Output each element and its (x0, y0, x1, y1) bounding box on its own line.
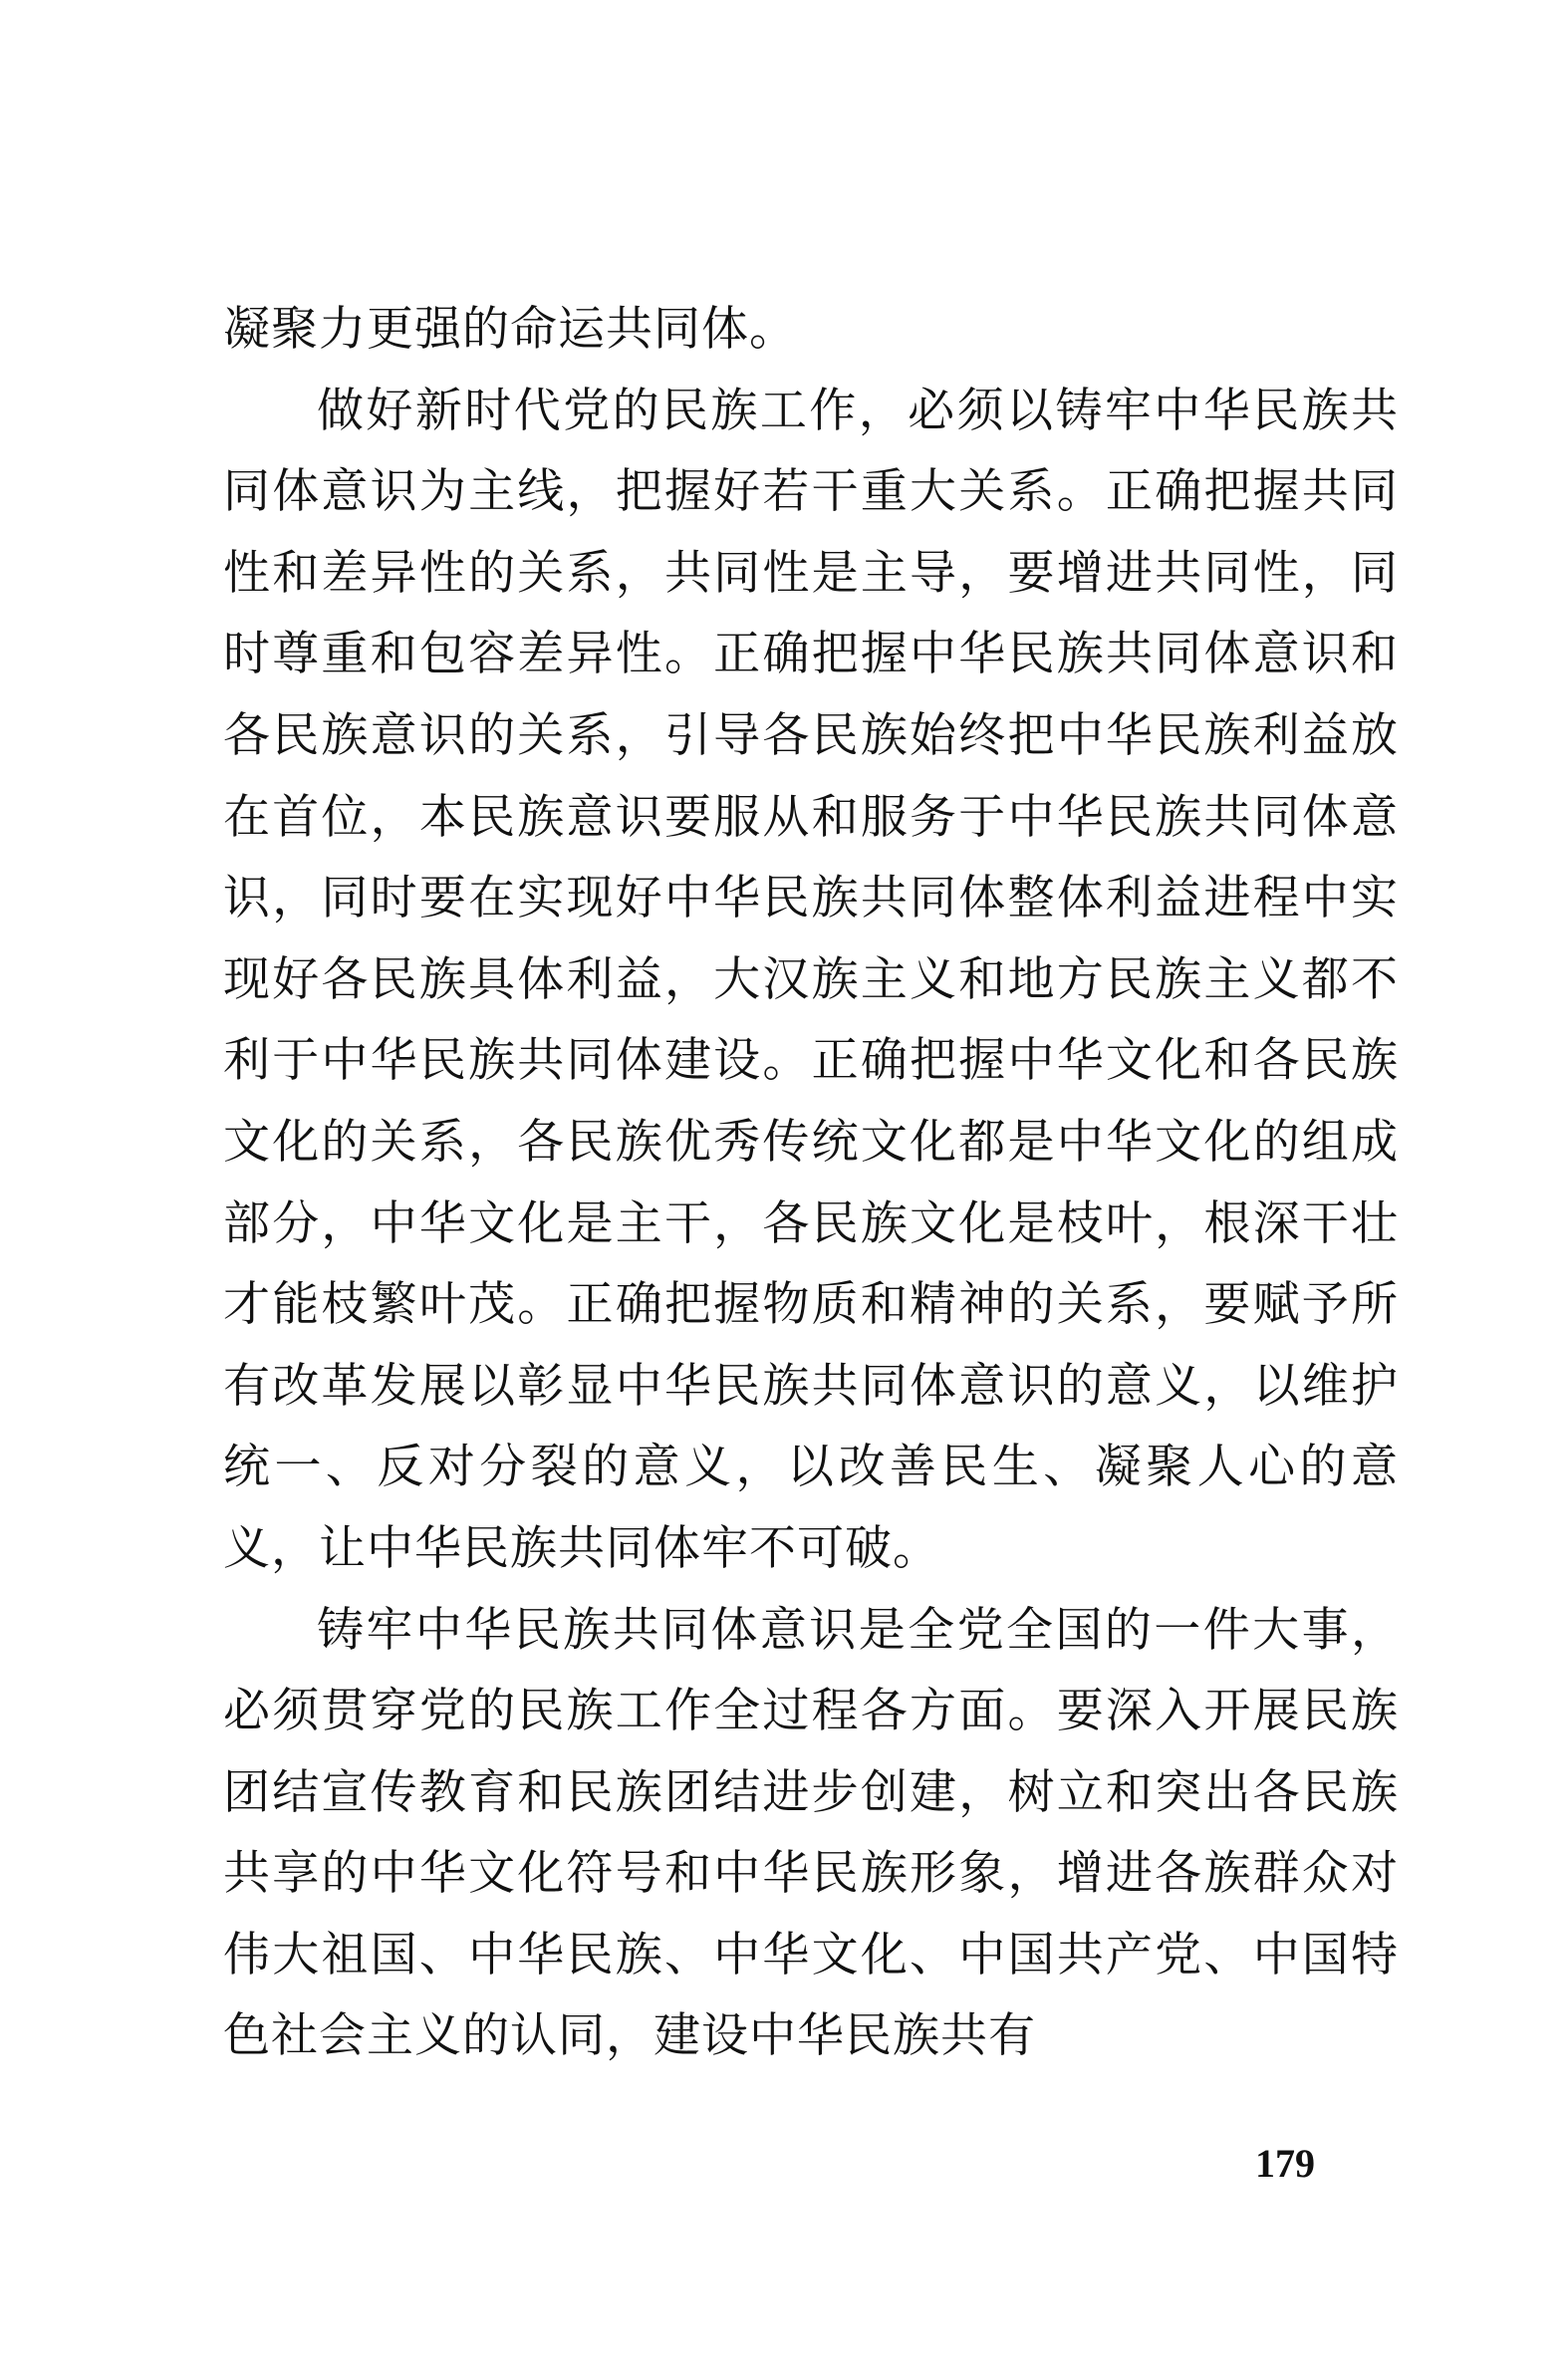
paragraph-continued: 凝聚力更强的命运共同体。 (223, 302, 797, 357)
body-text (223, 289, 1399, 2077)
paragraph-ethnic-work-relations: 做好新时代党的民族工作，必须以铸牢中华民族共同体意识为主线，把握好若干重大关系。正确把握共同性和差异性的关系，共同性是主导，要增进共同性，同时尊重和包容差异性。正确把握中华民族共同体意识和各民族意识的关系，引导各民族始终把中华民族利益放在首位，本民族意识要服从和服务于中华民族共同体意识，同时要在实现好中华民族共同体整体利益进程中实现好各民族具体利益，大汉族主义和地方民族主义都不利于中华民族共同体建设。正确把握中华文化和各民族文化的关系，各民族优秀传统文化都是中华文化的组成部分，中华文化是主干，各民族文化是枝叶，根深干壮才能枝繁叶茂。正确把握物质和精神的关系，要赋予所有改革发展以彰显中华民族共同体意识的意义，以维护统一、反对分裂的意义，以改善民生、凝聚人心的意义，让中华民族共同体牢不可破。 (223, 383, 1399, 1576)
page-number: 179 (1255, 2141, 1315, 2186)
paragraph-community-consciousness: 铸牢中华民族共同体意识是全党全国的一件大事，必须贯穿党的民族工作全过程各方面。要深入开展民族团结宣传教育和民族团结进步创建，树立和突出各民族共享的中华文化符号和中华民族形象，增进各族群众对伟大祖国、中华民族、中华文化、中国共产党、中国特色社会主义的认同，建设中华民族共有 (223, 1602, 1399, 2064)
